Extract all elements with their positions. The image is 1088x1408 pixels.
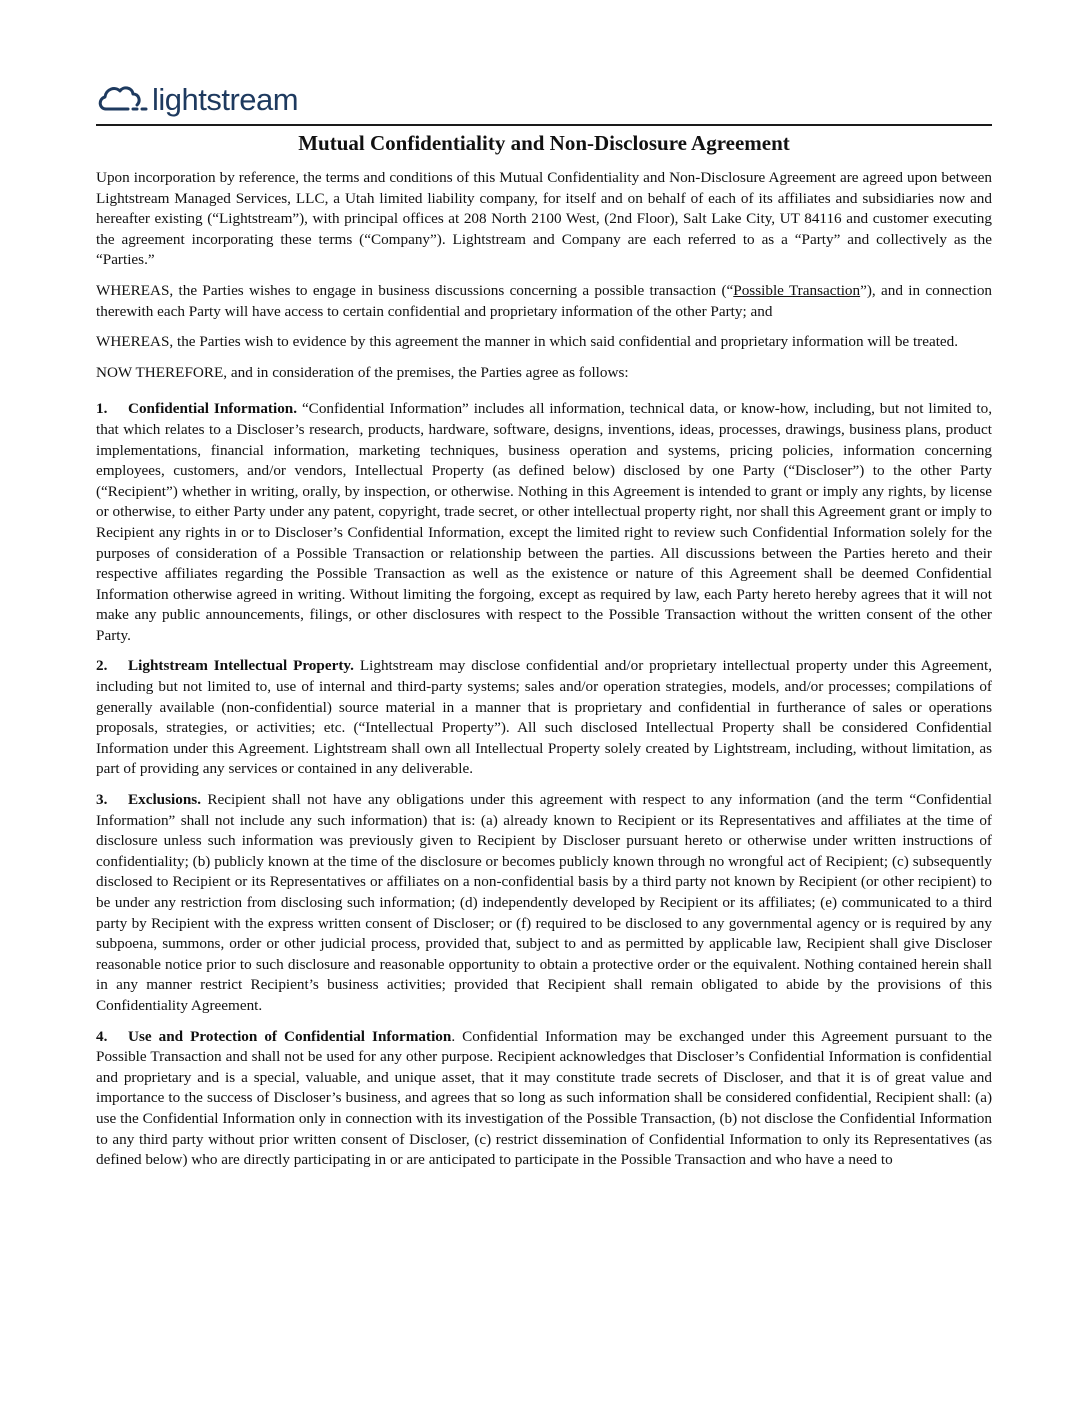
now-therefore-paragraph: NOW THEREFORE, and in consideration of the premises, the Parties agree as follows:	[96, 363, 629, 381]
whereas-1-before: WHEREAS, the Parties wishes to engage in business discussions concerning a possible transaction (“	[96, 281, 734, 299]
section-number: 1.	[96, 400, 108, 418]
intro-paragraph: Upon incorporation by reference, the terms and conditions of this Mutual Confidentiality and Non-Disclosure Agreement are agreed upon between Lightstream Managed Services, LLC, a Utah limited liability company, for itself and on behalf of each of its affiliates and subsidiaries now and hereafter existing (“Lightstream”), with principal offices at 208 North 2100 West, (2nd Floor), Salt Lake City, UT 84116 and customer executing the agreement incorporating these terms (“Company”). Lightstream and Company are each referred to as a “Party” and collectively as the “Parties.”	[96, 169, 992, 269]
whereas-1-after: ”), and in connection therewith each Party will have access to certain confidential and proprietary information of the other Party; and	[96, 281, 993, 320]
section-text: “Confidential Information” includes all information, technical data, or know-how, including, but not limited to, that which relates to a Discloser’s research, products, hardware, software, designs, inventions, ideas, processes, drawings, business plans, product implementations, financial information, marketing techniques, business operation and systems, pricing policies, information concerning employees, customers, and/or vendors, Intellectual Property (as defined below) disclosed by one Party (“Discloser”) to the other Party (“Recipient”) whether in writing, orally, by inspection, or otherwise. Nothing in this Agreement is intended to grant or imply any rights, by license or otherwise, to either Party under any patent, copyright, trade secret, or other intellectual property right, nor shall this Agreement grant or imply to Recipient any rights in or to Discloser’s Confidential Information, except the limited right to review such Confidential Information solely for the purposes of consideration of a Possible Transaction or relationship between the parties. All discussions between the Parties hereto and their respective affiliates regarding the Possible Transaction as well as the existence or nature of this Agreement shall be deemed Confidential Information otherwise agreed in writing. Without limiting the forgoing, except as required by law, each Party hereto hereby agrees that it will not make any public announcements, filings, or other disclosures with respect to the Possible Transaction without the written consent of the other Party.	[96, 400, 992, 644]
section-number: 4.	[96, 1027, 108, 1045]
section-3	[96, 790, 992, 1017]
section-title: Confidential Information.	[128, 400, 298, 418]
defined-term-possible-transaction: Possible Transaction	[733, 281, 861, 299]
header-rule	[96, 124, 992, 126]
section-1	[96, 399, 992, 646]
section-number: 3.	[96, 791, 108, 809]
whereas-paragraph-2: WHEREAS, the Parties wish to evidence by this agreement the manner in which said confidential and proprietary information will be treated.	[96, 333, 959, 351]
section-number: 2.	[96, 657, 108, 675]
section-2	[96, 656, 992, 780]
section-text: Lightstream may disclose confidential and/or proprietary intellectual property under this Agreement, including but not limited to, use of internal and third-party systems; sales and/or operation strategies, models, and/or processes; compilations of generally available (non-confidential) source material in a manner that is proprietary and confidential in furtherance of sales or operations proposals, strategies, or activities; etc. (“Intellectual Property”). All such disclosed Intellectual Property shall be considered Confidential Information under this Agreement. Lightstream shall own all Intellectual Property solely created by Lightstream, including, without limitation, as part of providing any services or contained in any deliverable.	[96, 657, 993, 778]
document-page	[96, 78, 992, 1181]
section-4	[96, 1027, 992, 1171]
section-text: . Confidential Information may be exchanged under this Agreement pursuant to the Possible Transaction and shall not be used for any other purpose. Recipient acknowledges that Discloser’s Confidential Information is confidential and proprietary and is a special, valuable, and unique asset, that it may constitute trade secrets of Discloser, and that it is of great value and importance to the success of Discloser’s business, and agrees that so long as such information shall be considered confidential, Recipient shall: (a) use the Confidential Information only in connection with its investigation of the Possible Transaction, (b) not disclose the Confidential Information to any third party without prior written consent of Discloser, (c) restrict dissemination of Confidential Information to only its Representatives (as defined below) who are directly participating in or are anticipated to participate in the Possible Transaction and who have a need to	[96, 1027, 992, 1169]
logo-text: lightstream	[152, 81, 299, 117]
section-text: Recipient shall not have any obligations under this agreement with respect to any information (and the term “Confidential Information” shall not include any such information) that is: (a) already known to Recipient or its Representatives and affiliates at the time of disclosure unless such information was previously given to Recipient by Discloser pursuant hereto or otherwise under written instructions of confidentiality; (b) publicly known at the time of the disclosure or becomes publicly known through no wrongful act of Recipient; (c) subsequently disclosed to Recipient or its Representatives or affiliates on a non-confidential basis by a third party not known by Recipient (or other recipient) to be under any restriction from disclosing such information; (d) independently developed by Recipient or its affiliates; (e) communicated to a third party by Recipient with the express written consent of Discloser; or (f) required to be disclosed to any governmental agency or is required by any subpoena, summons, order or other judicial process, provided that, subject to and as permitted by applicable law, Recipient shall give Discloser reasonable notice prior to such disclosure and reasonable opportunity to obtain a protective order or the equivalent. Nothing contained herein shall in any manner restrict Recipient’s business activities; provided that Recipient shall remain obligated to abide by the provisions of this Confidentiality Agreement.	[96, 791, 992, 1014]
document-title: Mutual Confidentiality and Non-Disclosure Agreement	[298, 131, 790, 155]
whereas-paragraph-1	[96, 281, 992, 322]
section-title: Exclusions.	[128, 791, 202, 809]
section-title: Lightstream Intellectual Property.	[128, 657, 354, 675]
section-title: Use and Protection of Confidential Information	[128, 1027, 452, 1045]
lightstream-logo	[96, 78, 992, 120]
cloud-icon	[96, 82, 150, 116]
